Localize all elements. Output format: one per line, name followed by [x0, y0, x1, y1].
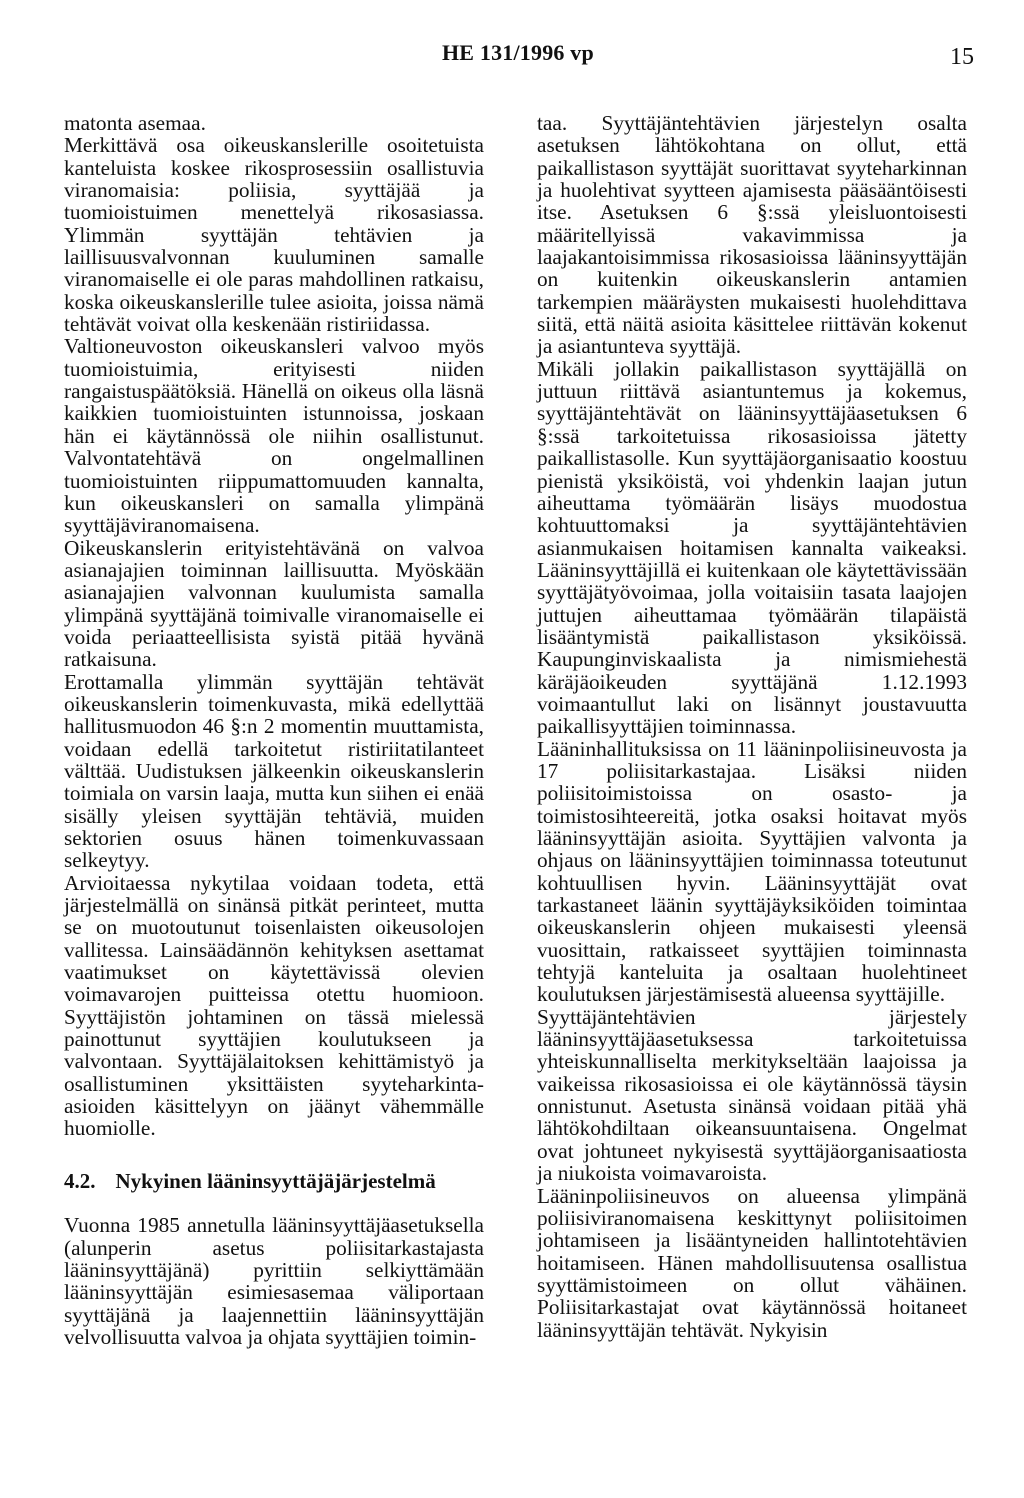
- section-number: 4.2.: [64, 1168, 96, 1193]
- paragraph: Vuonna 1985 annetulla lääninsyyttäjäasetuksella (alunperin asetus poliisitarkastajasta lääninsyyttäjänä) pyrittiin selkiyttämään lääninsyyttäjän esimiesasemaa väliportaan syyttäjänä ja laajennettiin lääninsyyttäjän velvollisuutta valvoa ja ohjata syyttäjien toimin-: [64, 1213, 484, 1349]
- paragraph: taa. Syyttäjäntehtävien järjestelyn osalta asetuksen lähtökohtana on ollut, että paikallistason syyttäjät suorittavat syyteharkinnan ja huolehtivat syytteen ajamisesta pääsääntöisesti itse. Asetuksen 6 §:ssä yleisluontoisesti määritellyissä vakavimmissa ja laajakantoisimmissa rikosasioissa lääninsyyttäjän on kuitenkin oikeuskanslerin antamien tarkempien määräysten mukaisesti huolehdittava siitä, että näitä asioita käsittelee riittävän kokenut ja asiantunteva syyttäjä.: [537, 111, 967, 359]
- paragraph: Valtioneuvoston oikeuskansleri valvoo myös tuomioistuimia, erityisesti niiden rangaistuspäätöksiä. Hänellä on oikeus olla läsnä kaikkien tuomioistuinten istunnoissa, joskaan hän ei käytännössä ole niihin osallistunut. Valvontatehtävä on ongelmallinen tuomioistuinten riippumattomuuden kannalta, kun oikeuskansleri on samalla ylimpänä syyttäjäviranomaisena.: [64, 334, 484, 538]
- paragraph: Lääninpoliisineuvos on alueensa ylimpänä poliisiviranomaisena keskittynyt poliisitoimen johtamiseen ja lisääntyneiden hallintotehtävien hoitamiseen. Hänen mahdollisuutensa osallistua syyttämistoimeen on ollut vähäinen. Poliisitarkastajat ovat käytännössä hoitaneet lääninsyyttäjän tehtävät. Nykyisin: [537, 1183, 967, 1342]
- paragraph: matonta asemaa.: [64, 111, 206, 135]
- paragraph: Lääninhallituksissa on 11 lääninpoliisineuvosta ja 17 poliisitarkastajaa. Lisäksi niiden poliisitoimistoissa on osasto- ja toimistosihteereitä, jotka osaksi hoitavat myös lääninsyyttäjän asioita. Syyttäjien valvonta ja ohjaus on lääninsyyttäjien toiminnassa toteutunut kohtuullisen hyvin. Lääninsyyttäjät ovat tarkastaneet läänin syyttäjäyksiköiden toimintaa oikeuskanslerin ohjeen mukaisesti yleensä vuosittain, ratkaisseet syyttäjien toiminnasta tehtyjä kanteluita ja osaltaan huolehtineet koulutuksen järjestämisestä alueensa syyttäjille.: [537, 736, 967, 1007]
- section-title: Nykyinen lääninsyyttäjäjärjestelmä: [115, 1168, 436, 1193]
- paragraph: Syyttäjäntehtävien järjestely lääninsyyttäjäasetuksessa tarkoitetuissa yhteiskunnalliselta merkitykseltään laajoissa ja vaikeissa rikosasioissa ei ole käytännössä täysin onnistunut. Asetusta sinänsä voidaan pitää yhä lähtökohdiltaan oikeansuuntaisena. Ongelmat ovat johtuneet nykyisestä syyttäjäorganisaatiosta ja niukoista voimavaroista.: [537, 1004, 967, 1186]
- right-column: [537, 112, 967, 1341]
- document-identifier: HE 131/1996 vp: [442, 40, 594, 65]
- paragraph: Oikeuskanslerin erityistehtävänä on valvoa asianajajien toiminnan laillisuutta. Myöskään asianajajien valvonnan kuulumista samalla ylimpänä syyttäjänä toimivalle viranomaiselle ei voida periaatteellisista syistä pitää hyvänä ratkaisuna.: [64, 535, 484, 672]
- paragraph: Arvioitaessa nykytilaa voidaan todeta, että järjestelmällä on sinänsä pitkät perinteet, mutta se on muotoutunut toisenlaisten oikeusolojen vallitessa. Lainsäädännön kehityksen asettamat vaatimukset on käytettävissä olevien voimavarojen puitteissa otettu huomioon. Syyttäjistön johtaminen on tässä mielessä painottunut syyttäjien koulutukseen ja valvontaan. Syyttäjälaitoksen kehittämistyö ja osallistuminen yksittäisten syyteharkinta-asioiden käsittelyyn on jäänyt vähemmälle huomiolle.: [64, 870, 484, 1141]
- left-column: [64, 112, 484, 1348]
- page-header: [0, 40, 1024, 80]
- page-number: 15: [950, 44, 974, 70]
- section-heading: [64, 1170, 484, 1192]
- paragraph: Erottamalla ylimmän syyttäjän tehtävät oikeuskanslerin toimenkuvasta, mikä edellyttää hallitusmuodon 46 §:n 2 momentin muuttamista, voidaan edellä tarkoitetut ristiriitatilanteet välttää. Uudistuksen jälkeenkin oikeuskanslerin toimiala on varsin laaja, mutta kun siihen ei enää sisälly yleisen syyttäjän tehtäviä, muiden sektorien osuus hänen toimenkuvassaan selkeytyy.: [64, 669, 484, 873]
- paragraph: Mikäli jollakin paikallistason syyttäjällä on juttuun riittävä asiantuntemus ja kokemus, syyttäjäntehtävät on lääninsyyttäjäasetuksen 6 §:ssä tarkoitetuissa rikosasioissa jätetty paikallistasolle. Kun syyttäjäorganisaatio koostuu pienistä yksiköistä, voi yhdenkin laajan jutun aiheuttama työmäärän lisäys muodostua kohtuuttomaksi ja syyttäjäntehtävien asianmukaisen hoitamisen kannalta vaikeaksi. Lääninsyyttäjillä ei kuitenkaan ole käytettävissään syyttäjätyövoimaa, jolla voitaisiin tasata laajojen juttujen aiheuttamaa työmäärän tilapäistä lisääntymistä paikallistason yksiköissä. Kaupunginviskaalista ja nimismiehestä käräjäoikeuden syyttäjänä 1.12.1993 voimaantullut laki on lisännyt joustavuutta paikallisyyttäjien toiminnassa.: [537, 356, 967, 739]
- paragraph: Merkittävä osa oikeuskanslerille osoitetuista kanteluista koskee rikosprosessiin osallistuvia viranomaisia: poliisia, syyttäjää ja tuomioistuimen menettelyä rikosasiassa. Ylimmän syyttäjän tehtävien ja laillisuusvalvonnan kuuluminen samalle viranomaiselle ei ole paras mahdollinen ratkaisu, koska oikeuskanslerille tulee asioita, joissa nämä tehtävät voivat olla keskenään ristiriidassa.: [64, 133, 484, 337]
